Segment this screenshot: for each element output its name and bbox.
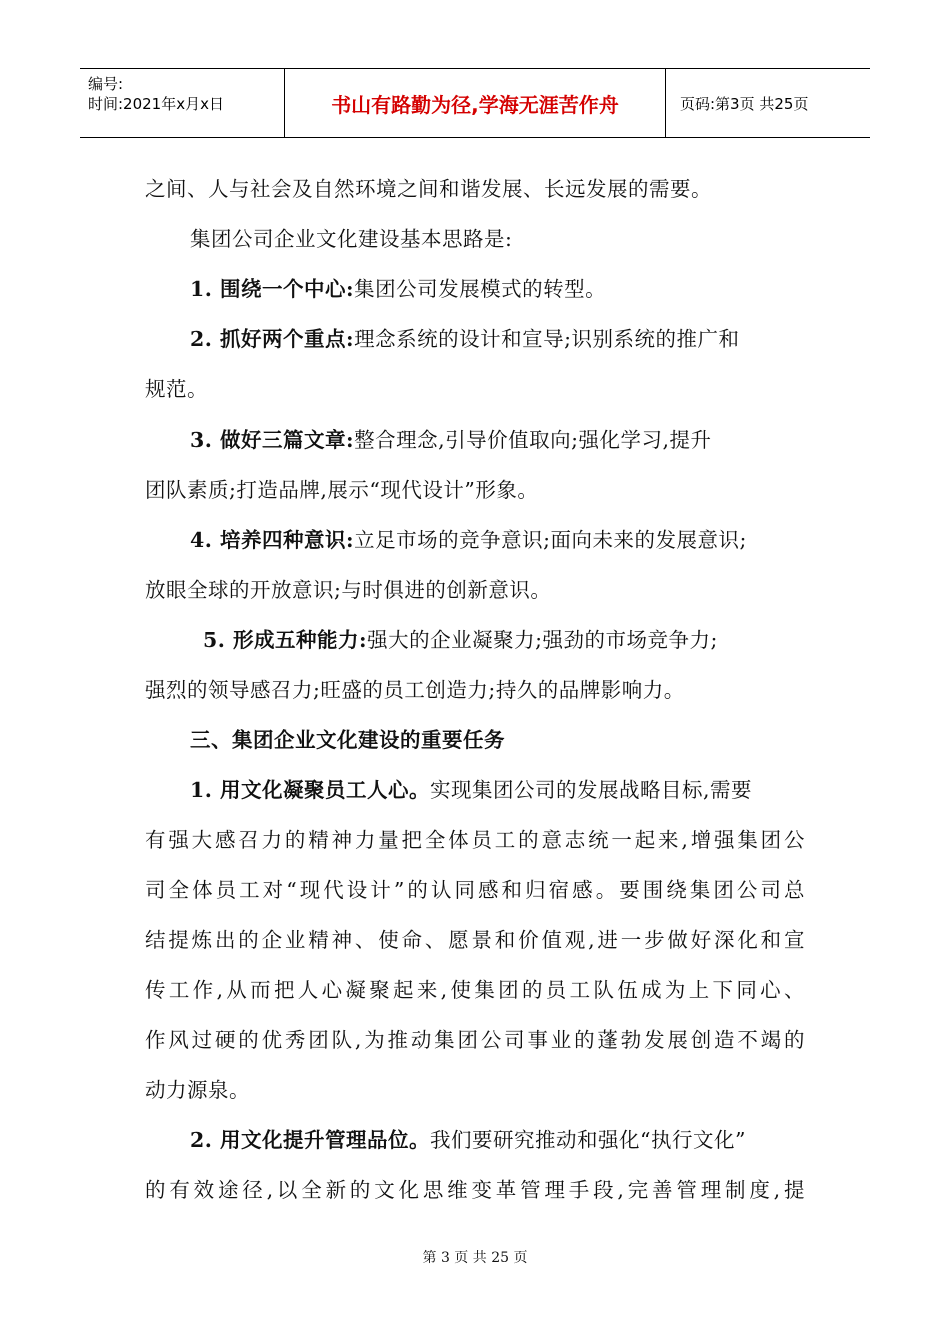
paragraph-line: 作风过硬的优秀团队,为推动集团公司事业的蓬勃发展创造不竭的 (145, 1028, 805, 1052)
task-2-first-line (190, 1123, 746, 1153)
list-item-title: 4. 培养四种意识: (190, 528, 355, 552)
list-item-text: 强大的企业凝聚力;强劲的市场竞争力; (367, 628, 718, 652)
task-title: 2. 用文化提升管理品位。 (190, 1128, 431, 1152)
header-motto: 书山有路勤为径,学海无涯苦作舟 (331, 93, 619, 117)
header-middle-cell (285, 69, 666, 137)
task-text: 我们要研究推动和强化“执行文化” (430, 1128, 747, 1152)
number-label: 编号: (88, 75, 124, 93)
paragraph-line: 规范。 (145, 377, 208, 401)
list-item-5 (203, 623, 718, 653)
paragraph-line: 强烈的领导感召力;旺盛的员工创造力;持久的品牌影响力。 (145, 678, 685, 702)
task-title: 1. 用文化凝聚员工人心。 (190, 778, 431, 802)
paragraph-line: 团队素质;打造品牌,展示“现代设计”形象。 (145, 478, 539, 502)
paragraph-line: 动力源泉。 (145, 1078, 250, 1102)
paragraph-line: 集团公司企业文化建设基本思路是: (190, 227, 513, 251)
header-left-cell (80, 69, 285, 137)
list-item-title: 2. 抓好两个重点: (190, 327, 355, 351)
list-item-text: 整合理念,引导价值取向;强化学习,提升 (354, 428, 712, 452)
header-page-info: 页码:第3页 共25页 (680, 95, 809, 113)
paragraph-line: 传工作,从而把人心凝聚起来,使集团的员工队伍成为上下同心、 (145, 978, 805, 1002)
list-item-1 (190, 272, 606, 302)
page-footer: 第 3 页 共 25 页 (422, 1250, 528, 1266)
paragraph-line: 司全体员工对“现代设计”的认同感和归宿感。要围绕集团公司总 (145, 878, 805, 902)
paragraph-line: 之间、人与社会及自然环境之间和谐发展、长远发展的需要。 (145, 177, 712, 201)
paragraph-line: 的有效途径,以全新的文化思维变革管理手段,完善管理制度,提 (145, 1178, 805, 1202)
list-item-text: 理念系统的设计和宣导;识别系统的推广和 (354, 327, 740, 351)
list-item-2 (190, 322, 740, 352)
section-heading: 三、集团企业文化建设的重要任务 (190, 728, 505, 752)
list-item-4 (190, 523, 747, 553)
list-item-title: 3. 做好三篇文章: (190, 428, 355, 452)
page-header (80, 68, 870, 138)
paragraph-line: 放眼全球的开放意识;与时俱进的创新意识。 (145, 578, 552, 602)
list-item-title: 5. 形成五种能力: (203, 628, 368, 652)
list-item-text: 集团公司发展模式的转型。 (354, 277, 607, 301)
task-text: 实现集团公司的发展战略目标,需要 (430, 778, 753, 802)
list-item-3 (190, 423, 712, 453)
paragraph-line: 有强大感召力的精神力量把全体员工的意志统一起来,增强集团公 (145, 828, 805, 852)
header-right-cell (666, 69, 870, 137)
paragraph-line: 结提炼出的企业精神、使命、愿景和价值观,进一步做好深化和宣 (145, 928, 805, 952)
task-1-first-line (190, 773, 752, 803)
list-item-text: 立足市场的竞争意识;面向未来的发展意识; (354, 528, 747, 552)
time-label: 时间:2021年x月x日 (88, 95, 224, 113)
list-item-title: 1. 围绕一个中心: (190, 277, 355, 301)
